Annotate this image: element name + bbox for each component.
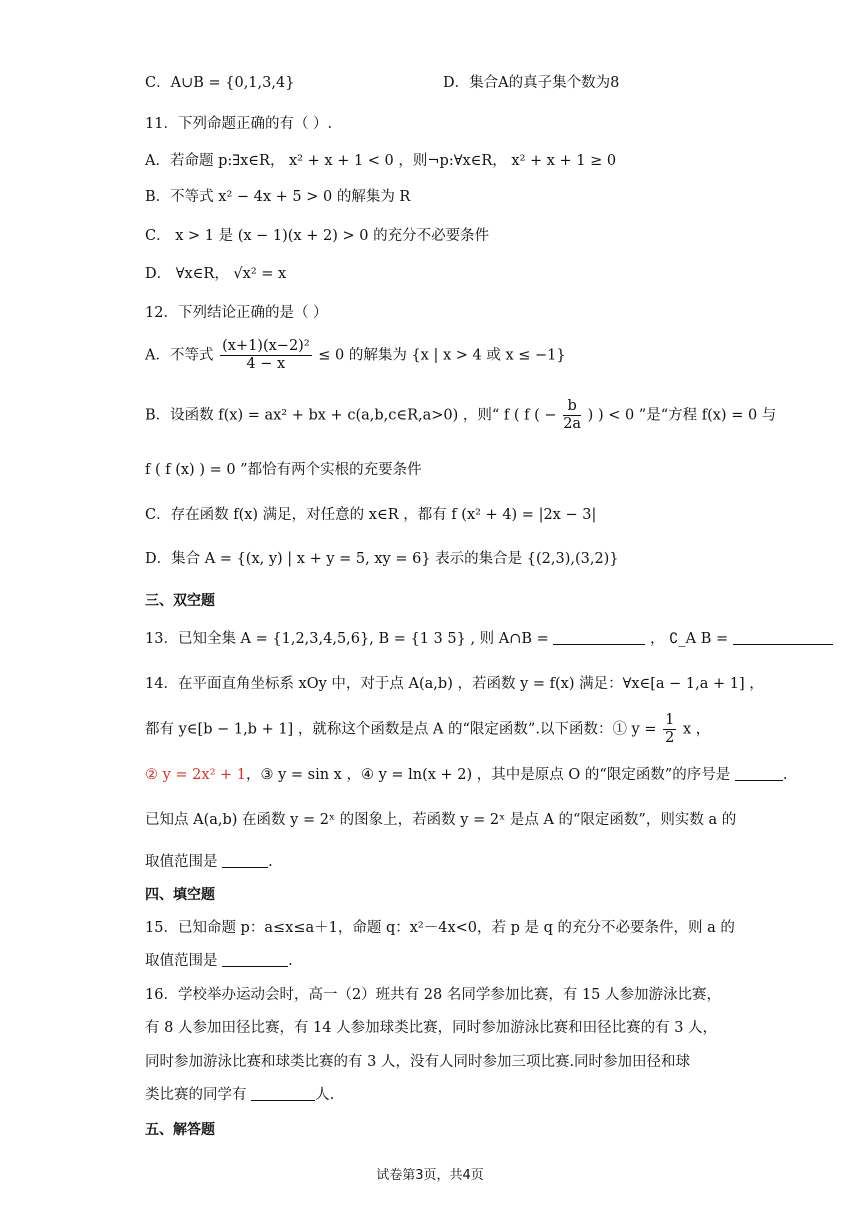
question-16-line-2: 有 8 人参加田径比赛，有 14 人参加球类比赛，同时参加游泳比赛和田径比赛的有 3 人， — [145, 1020, 718, 1036]
option-12d: D．集合 A = {(x, y) | x + y = 5, xy = 6} 表示的集合是 {(2,3),(3,2)} — [145, 551, 619, 567]
option-11d: D． ∀x∈R， √x² = x — [145, 266, 287, 282]
option-12c: C．存在函数 f(x) 满足，对任意的 x∈R ，都有 f (x² + 4) = |2x − 3| — [145, 507, 597, 523]
option-11c: C． x > 1 是 (x − 1)(x + 2) > 0 的充分不必要条件 — [145, 228, 490, 244]
answer-blank[interactable] — [251, 1086, 315, 1101]
question-14-line-2: 都有 y∈[b − 1,b + 1] ，就称这个函数是点 A 的“限定函数”.以下函数：① y = $\frac{1}{2}$ x ， — [145, 712, 711, 746]
answer-blank[interactable] — [222, 952, 288, 967]
answer-blank[interactable] — [553, 630, 645, 645]
option-10c: C．A∪B = {0,1,3,4} — [145, 75, 295, 91]
question-14-line-4: 已知点 A(a,b) 在函数 y = 2ˣ 的图象上，若函数 y = 2ˣ 是点 A 的“限定函数”，则实数 a 的 — [145, 812, 737, 828]
section-heading-4: 四、填空题 — [145, 887, 215, 903]
option-10d: D．集合A的真子集个数为8 — [443, 75, 620, 91]
option-12b: B．设函数 f(x) = ax² + bx + c(a,b,c∈R,a>0) ，则“ f ( f ( − $\frac{b}{2a}$ ) ) < 0 ”是“方程 f(x) = 0 与 — [145, 398, 777, 432]
question-16-line-3: 同时参加游泳比赛和球类比赛的有 3 人，没有人同时参加三项比赛.同时参加田径和球 — [145, 1054, 691, 1070]
option-12b-continued: f ( f (x) ) = 0 ”都恰有两个实根的充要条件 — [145, 462, 422, 478]
fraction: $\frac{b}{2a}$ — [563, 398, 582, 432]
question-12: 12．下列结论正确的是（ ） — [145, 305, 328, 321]
fraction: $\frac{\text{(x+1)(x−2)²}}{4 - x}$ — [222, 338, 310, 372]
fraction: $\frac{1}{2}$ — [665, 712, 675, 746]
option-11a: A．若命题 p:∃x∈R， x² + x + 1 < 0 ，则¬p:∀x∈R， x² + x + 1 ≥ 0 — [145, 153, 617, 169]
question-16-line-4: 类比赛的同学有 人. — [145, 1087, 335, 1103]
question-15-line-2: 取值范围是 . — [145, 953, 293, 969]
question-13: 13．已知全集 A = {1,2,3,4,5,6}, B = {1 3 5} , 则 A∩B = ， ∁_A B = — [145, 629, 833, 649]
question-11: 11．下列命题正确的有（ ）. — [145, 116, 333, 132]
question-14-line-3: ② y = 2x² + 1，③ y = sin x ，④ y = ln(x + 2) ，其中是原点 O 的“限定函数”的序号是 . — [145, 767, 788, 783]
answer-blank[interactable] — [735, 766, 783, 781]
question-15-line-1: 15．已知命题 p：a≤x≤a＋1，命题 q：x²－4x<0，若 p 是 q 的充分不必要条件，则 a 的 — [145, 920, 735, 936]
option-11b: B．不等式 x² − 4x + 5 > 0 的解集为 R — [145, 189, 411, 205]
question-14-line-5: 取值范围是 . — [145, 854, 273, 870]
question-14-line-1: 14．在平面直角坐标系 xOy 中，对于点 A(a,b) ，若函数 y = f(x) 满足：∀x∈[a − 1,a + 1] ， — [145, 676, 764, 692]
answer-blank[interactable] — [733, 630, 833, 645]
page-footer: 试卷第3页，共4页 — [376, 1168, 484, 1183]
question-16-line-1: 16．学校举办运动会时，高一（2）班共有 28 名同学参加比赛，有 15 人参加游泳比赛， — [145, 987, 722, 1003]
section-heading-3: 三、双空题 — [145, 593, 215, 609]
section-heading-5: 五、解答题 — [145, 1122, 215, 1138]
answer-blank[interactable] — [222, 853, 268, 868]
option-12a: A．不等式 $\frac{\text{(x+1)(x−2)²}}{4 - x}$ ≤ 0 的解集为 {x | x > 4 或 x ≤ −1} — [145, 338, 566, 372]
highlighted-function: ② y = 2x² + 1 — [145, 767, 246, 783]
